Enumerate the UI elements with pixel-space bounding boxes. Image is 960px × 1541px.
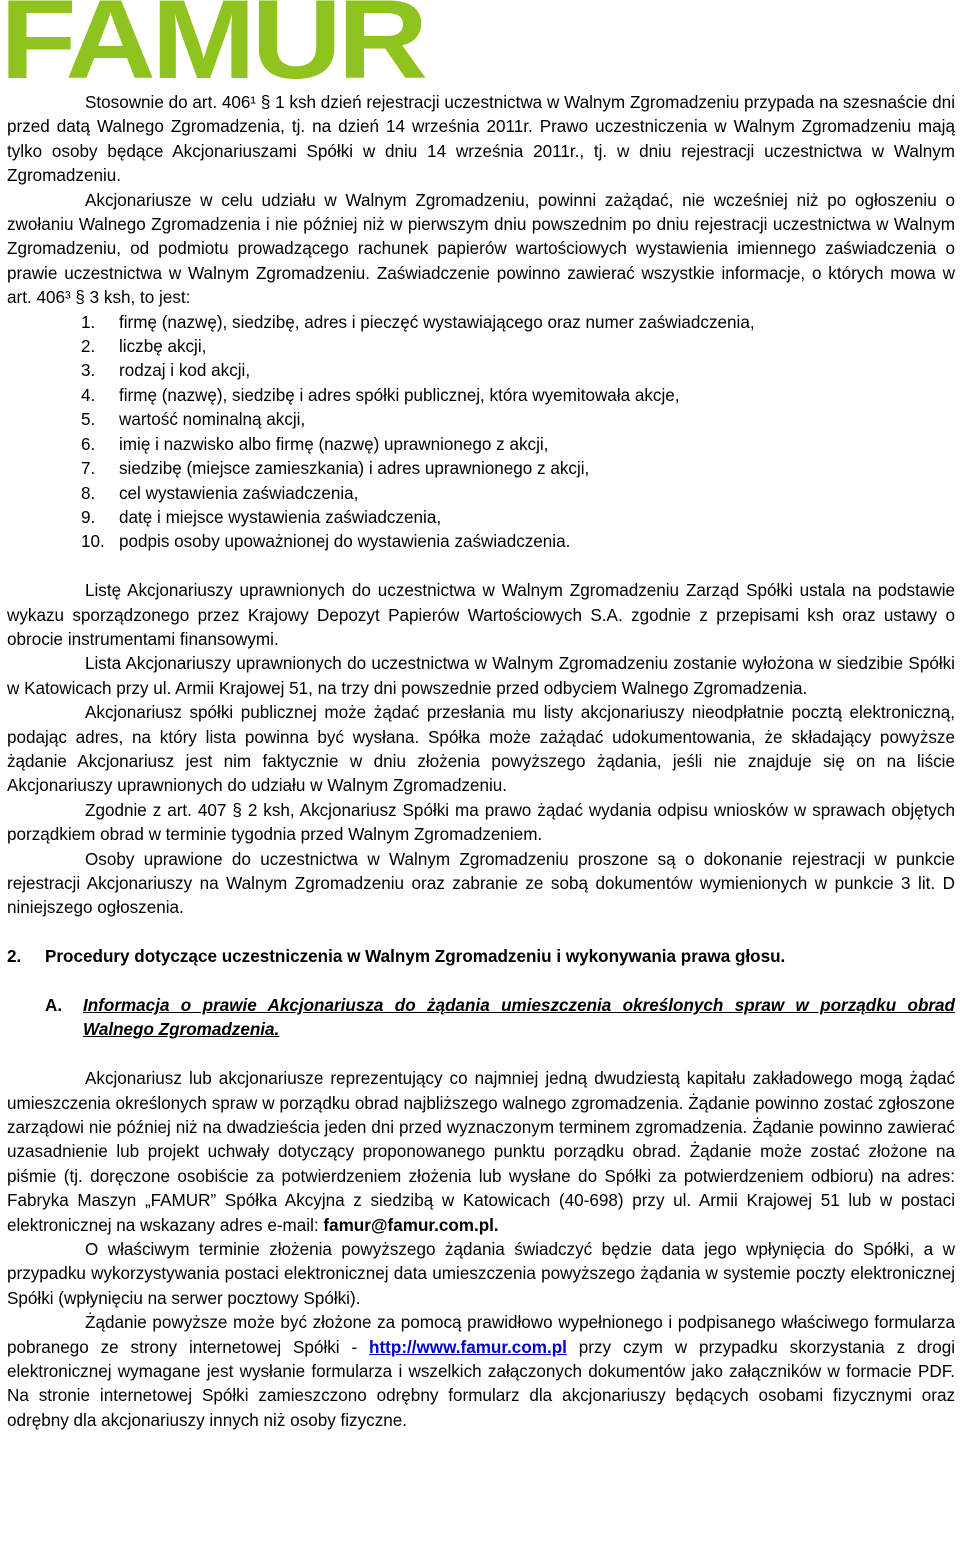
list-item	[7, 335, 955, 359]
list-item	[7, 359, 955, 383]
website-link[interactable]: http://www.famur.com.pl	[369, 1337, 567, 1357]
list-text: cel wystawienia zaświadczenia,	[119, 483, 359, 503]
famur-logo: FAMUR	[0, 0, 424, 102]
subsection-title: Informacja o prawie Akcjonariusza do żądania umieszczenia określonych spraw w porządku obrad Walnego Zgromadzenia.	[83, 995, 955, 1040]
list-item	[7, 530, 955, 554]
email-address: famur@famur.com.pl.	[323, 1215, 499, 1235]
paragraph-text: Żądanie powyższe może być złożone za pomocą prawidłowo wypełnionego i podpisanego właściwego formularza pobranego ze strony internetowej Spółki -	[7, 1313, 955, 1357]
paragraph-text: przy czym w przypadku skorzystania z drogi elektronicznej wymagane jest wysłanie formularza i wszelkich załączonych dokumentów jako załączników w formacie PDF. Na stronie internetowej Spółki zamieszczono odrębny formularz dla akcjonariuszy będących osobami fizycznymi oraz odrębny dla akcjonariuszy innych niż osoby fizyczne.	[7, 1337, 956, 1430]
list-number: 2.	[81, 337, 96, 357]
list-number: 4.	[81, 385, 96, 405]
paragraph-text: Akcjonariusz lub akcjonariusze reprezentujący co najmniej jedną dwudziestą kapitału zakładowego mogą żądać umieszczenia określonych spraw w porządku obrad najbliższego walnego zgromadzenia. Żądanie powinno zostać zgłoszone zarządowi nie później niż na dwadzieścia jeden dni przed wyznaczonym terminem zgromadzenia. Żądanie powinno zawierać uzasadnienie lub projekt uchwały dotyczący proponowanego punktu porządku obrad. Żądanie może zostać złożone na piśmie (tj. doręczone osobiście za potwierdzeniem złożenia lub wysłane do Spółki za potwierdzeniem odbioru) na adres: Fabryka Maszyn „FAMUR” Spółka Akcyjna z siedzibą w Katowicach (40-698) przy ul. Armii Krajowej 51 lub w postaci elektronicznej na wskazany adres e-mail:	[7, 1069, 955, 1235]
certificate-contents-list	[7, 311, 955, 555]
paragraph-registration-point: Osoby uprawione do uczestnictwa w Walnym Zgromadzeniu proszone są o dokonanie rejestracji w punkcie rejestracji Akcjonariuszy na Walnym Zgromadzeniu oraz zabranie ze sobą dokumentów wymienionych w punkcie 3 lit. D niniejszego ogłoszenia.	[7, 849, 955, 918]
list-number: 9.	[81, 507, 96, 527]
list-text: firmę (nazwę), siedzibę i adres spółki publicznej, która wyemitowała akcje,	[119, 385, 680, 405]
section-heading-2	[7, 945, 955, 969]
list-text: datę i miejsce wystawienia zaświadczenia,	[119, 507, 442, 527]
list-item	[7, 408, 955, 432]
paragraph-agenda-request	[7, 1067, 955, 1238]
list-item	[7, 506, 955, 530]
list-number: 5.	[81, 410, 96, 430]
section-title: Procedury dotyczące uczestniczenia w Walnym Zgromadzeniu i wykonywania prawa głosu.	[45, 947, 786, 967]
list-number: 3.	[81, 361, 96, 381]
list-text: liczbę akcji,	[119, 337, 207, 357]
paragraph-list-email: Akcjonariusz spółki publicznej może żądać przesłania mu listy akcjonariuszy nieodpłatnie pocztą elektroniczną, podając adres, na który lista powinna być wysłana. Spółka może zażądać udokumentowania, że składający powyższe żądanie Akcjonariusz jest nim faktycznie w dniu złożenia powyższego żądania, jeśli nie znajduje się on na liście Akcjonariuszy uprawnionych do udziału w Walnym Zgromadzeniu.	[7, 703, 955, 796]
paragraph-request-form	[7, 1311, 955, 1433]
list-item	[7, 384, 955, 408]
list-number: 8.	[81, 483, 96, 503]
list-number: 1.	[81, 312, 96, 332]
list-text: imię i nazwisko albo firmę (nazwę) uprawnionego z akcji,	[119, 434, 549, 454]
list-number: 7.	[81, 459, 96, 479]
paragraph-list-display: Lista Akcjonariuszy uprawnionych do uczestnictwa w Walnym Zgromadzeniu zostanie wyłożona w siedzibie Spółki w Katowicach przy ul. Armii Krajowej 51, na trzy dni powszednie przed odbyciem Walnego Zgromadzenia.	[7, 654, 955, 698]
list-item	[7, 311, 955, 335]
list-text: wartość nominalną akcji,	[119, 410, 306, 430]
section-number: 2.	[7, 947, 22, 967]
paragraph-motions-copy: Zgodnie z art. 407 § 2 ksh, Akcjonariusz Spółki ma prawo żądać wydania odpisu wniosków w sprawach objętych porządkiem obrad w terminie tygodnia przed Walnym Zgromadzeniem.	[7, 800, 955, 845]
paragraph-shareholder-list: Listę Akcjonariuszy uprawnionych do uczestnictwa w Walnym Zgromadzeniu Zarząd Spółki ustala na podstawie wykazu sporządzonego przez Krajowy Depozyt Papierów Wartościowych S.A. zgodnie z przepisami ksh oraz ustawy o obrocie instrumentami finansowymi.	[7, 581, 955, 649]
list-number: 6.	[81, 434, 96, 454]
document-body	[7, 91, 955, 1433]
subsection-number: A.	[45, 995, 63, 1015]
list-number: 10.	[81, 532, 105, 552]
paragraph-registration-date: Stosownie do art. 406¹ § 1 ksh dzień rejestracji uczestnictwa w Walnym Zgromadzeniu przypada na szesnaście dni przed datą Walnego Zgromadzenia, tj. na dzień 14 września 2011r. Prawo uczestniczenia w Walnym Zgromadzeniu mają tylko osoby będące Akcjonariuszami Spółki w dniu 14 września 2011r., tj. w dniu rejestracji uczestnictwa w Walnym Zgromadzeniu.	[7, 93, 955, 186]
paragraph-request-date: O właściwym terminie złożenia powyższego żądania świadczyć będzie data jego wpłynięcia do Spółki, a w przypadku wykorzystywania postaci elektronicznej data umieszczenia powyższego żądania w systemie poczty elektronicznej Spółki (wpłynięciu na serwer pocztowy Spółki).	[7, 1240, 955, 1308]
paragraph-certificate-request: Akcjonariusze w celu udziału w Walnym Zgromadzeniu, powinni zażądać, nie wcześniej niż po ogłoszeniu o zwołaniu Walnego Zgromadzenia i nie później niż w pierwszym dniu powszednim po dniu rejestracji uczestnictwa w Walnym Zgromadzeniu, od podmiotu prowadzącego rachunek papierów wartościowych wystawienia imiennego zaświadczenia o prawie uczestnictwa w Walnym Zgromadzeniu. Zaświadczenie powinno zawierać wszystkie informacje, o których mowa w art. 406³ § 3 ksh, to jest:	[7, 190, 955, 308]
list-text: firmę (nazwę), siedzibę, adres i pieczęć wystawiającego oraz numer zaświadczenia,	[119, 312, 755, 332]
list-item	[7, 457, 955, 481]
list-item	[7, 433, 955, 457]
list-text: podpis osoby upoważnionej do wystawienia zaświadczenia.	[119, 532, 571, 552]
list-text: rodzaj i kod akcji,	[119, 361, 251, 381]
list-text: siedzibę (miejsce zamieszkania) i adres uprawnionego z akcji,	[119, 459, 590, 479]
list-item	[7, 482, 955, 506]
section-heading-a	[7, 994, 955, 1043]
